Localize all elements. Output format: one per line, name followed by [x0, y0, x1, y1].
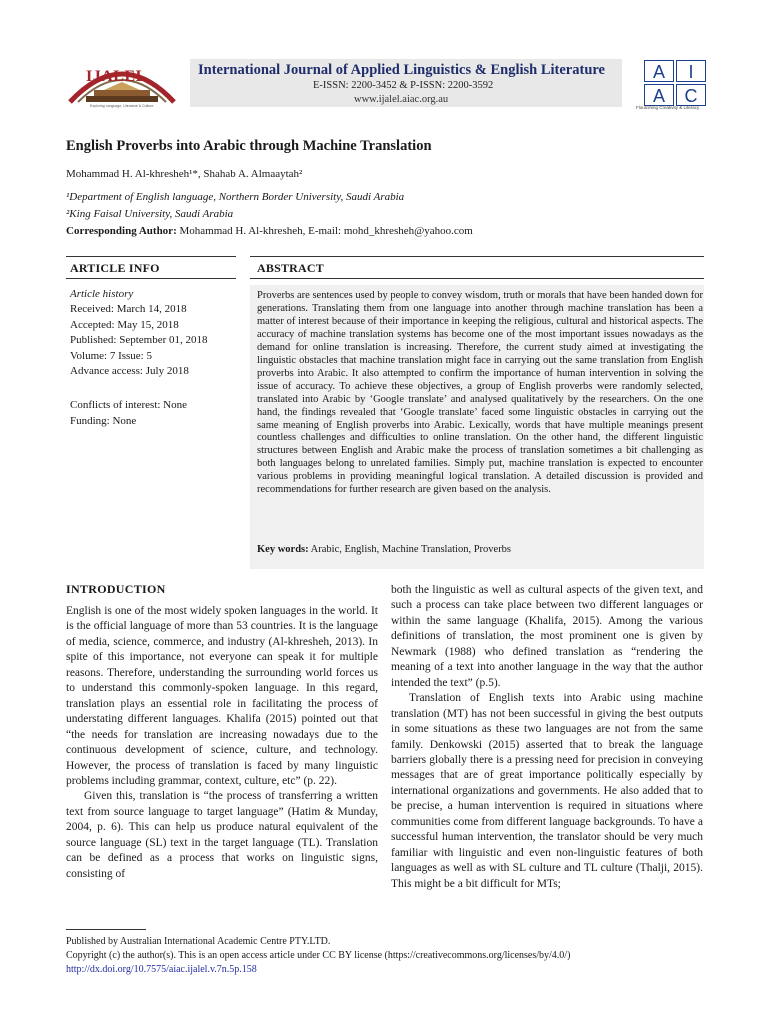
corresponding-text: Mohammad H. Al-khresheh, E-mail: mohd_khresheh@yahoo.com — [176, 225, 473, 237]
affiliation-2: ²King Faisal University, Saudi Arabia — [66, 208, 234, 220]
keywords-label: Key words: — [257, 544, 309, 555]
doi-link[interactable]: http://dx.doi.org/10.7575/aiac.ijalel.v.7n.5p.158 — [66, 964, 257, 975]
abstract-top-rule — [250, 256, 704, 257]
abstract-bottom-rule — [250, 278, 704, 279]
article-info-top-rule — [66, 256, 236, 257]
article-info-heading: ARTICLE INFO — [70, 261, 160, 275]
conflicts-of-interest: Conflicts of interest: None — [70, 399, 188, 412]
article-info-line: Volume: 7 Issue: 5 — [70, 349, 152, 362]
body-paragraph: Translation of English texts into Arabic using machine translation (MT) has not been successful in giving the best outputs in some situations as these two languages are not from the same family. Denkowski (2015) asserted that to break the language barriers globally there is a pressing need for precision in conveying messages that are of great importance politically especially by international organizations and governments. He also added that to be precise, a human intervention is required in situations where communities come from different language backgrounds. To have a successful human intervention, the translator should be very much familiar with linguistic and even non-linguistic features of both languages as well as with SL culture and TL culture (Thalji, 2015). This might be a bit difficult for MTs; — [391, 692, 703, 890]
body-paragraph: both the linguistic as well as cultural aspects of the given text, and such a process can take place between two different languages or within the same language (Khalifa, 2015). Among the various definitions of translation, the most prominent one is given by Newmark (1988) who defined translation as “rendering the meaning of a text into another language in the way that the author intended the text” (p.5). — [391, 584, 703, 689]
aiac-logo — [640, 58, 706, 112]
affiliation-1: ¹Department of English language, Northern Border University, Saudi Arabia — [66, 191, 405, 203]
abstract-text: Proverbs are sentences used by people to convey wisdom, truth or morals that have been handed down for generations. Translating them from one language into another through machine translation has been a matter of interest because of their importance in keeping the religious, cultural and historical aspects. The accuracy of machine translation systems has become one of the most important issues nowadays as the demand for online translation is increasing. Therefore, the current study aimed at investigating the linguistic obstacles that machine translation might face in carrying out the same translation from English proverbs into Arabic. It also attempted to confirm the importance of human intervention in solving the issue of accuracy. To achieve these objectives, a group of English proverbs were randomly selected, translated into Arabic by ‘Google translate’ and analysed qualitatively by the researchers. On the one hand, the findings revealed that ‘Google translate’ faced some linguistic obstacles in carrying out the same meaning of English proverbs into Arabic. Lexically, words that have multiple meanings present countless challenges and difficulties to online translation. On the other hand, the different linguistic structures between English and Arabic make the process of translation sometimes a bit challenging as both languages belong to unrelated families. Simply put, machine translation is expected to encounter various problems in providing meaningful logical translation. A detailed discussion is provided and recommendations for further research are given based on the analysis. — [257, 290, 703, 496]
publisher-note: Published by Australian International Academic Centre PTY.LTD. — [66, 936, 331, 947]
article-info-block — [70, 287, 208, 429]
introduction-heading: INTRODUCTION — [66, 582, 166, 596]
ijalel-logo-tagline: Exploring Language, Literature & Culture — [90, 104, 154, 108]
corresponding-label: Corresponding Author: — [66, 225, 177, 237]
corresponding-author — [66, 225, 473, 237]
paper-authors: Mohammad H. Al-khresheh¹*, Shahab A. Almaaytah² — [66, 168, 303, 180]
doi-line — [66, 964, 257, 975]
funding: Funding: None — [70, 414, 137, 427]
aiac-logo-letter: I — [676, 60, 706, 82]
journal-website-link[interactable]: www.ijalel.aiac.org.au — [354, 94, 449, 105]
footnote-rule — [66, 929, 146, 930]
article-info-line: Accepted: May 15, 2018 — [70, 318, 179, 331]
paper-title: English Proverbs into Arabic through Machine Translation — [66, 138, 432, 154]
article-info-line: Published: September 01, 2018 — [70, 334, 208, 347]
copyright-note: Copyright (c) the author(s). This is an open access article under CC BY license (https://creativecommons.org/licenses/by/4.0/) — [66, 950, 571, 961]
body-left-column — [66, 604, 378, 882]
aiac-logo-letter: A — [644, 60, 674, 82]
aiac-logo-letter: C — [676, 84, 706, 106]
body-paragraph: English is one of the most widely spoken languages in the world. It is the official language of more than 53 countries. It is the language of media, science, commerce, and industry (Al-khresheh, 2013). In spite of this importance, not everyone can speak it for multiple reasons. Therefore, understanding the surrounding world forces us to understand this commonly-spoken language. In this regard, translation plays an essential role in facilitating the process of understating different languages. Khalifa (2015) pointed out that “the needs for translation are increasing nowadays due to the continuous development of science, culture, and technology. However, the process of translation is faced by many linguistic problems including grammar, context, culture, etc” (p. 22). — [66, 605, 378, 787]
article-info-line: Received: March 14, 2018 — [70, 303, 187, 316]
ijalel-logo — [64, 52, 180, 112]
abstract-heading: ABSTRACT — [257, 261, 324, 275]
aiac-logo-letter: A — [644, 84, 674, 106]
article-info-bottom-rule — [66, 278, 236, 279]
aiac-logo-tagline: Flourishing Creativity & Literacy — [636, 105, 700, 110]
body-paragraph: Given this, translation is “the process of transferring a written text from source language to target language” (Hatim & Munday, 2004, p. 6). This can help us produce natural equivalent of the source language (SL) text in the target language (TL). Translation can be defined as a process that works on linguistic signs, consisting of — [66, 790, 378, 880]
ijalel-logo-text: IJALEL — [86, 68, 147, 85]
article-info-line: Advance access: July 2018 — [70, 365, 189, 378]
journal-title: International Journal of Applied Linguistics & English Literature — [198, 62, 605, 78]
body-right-column — [391, 583, 703, 892]
keywords — [257, 544, 511, 555]
keywords-list: Arabic, English, Machine Translation, Proverbs — [308, 544, 512, 555]
journal-issn: E-ISSN: 2200-3452 & P-ISSN: 2200-3592 — [313, 80, 494, 91]
article-history-label: Article history — [70, 288, 134, 300]
